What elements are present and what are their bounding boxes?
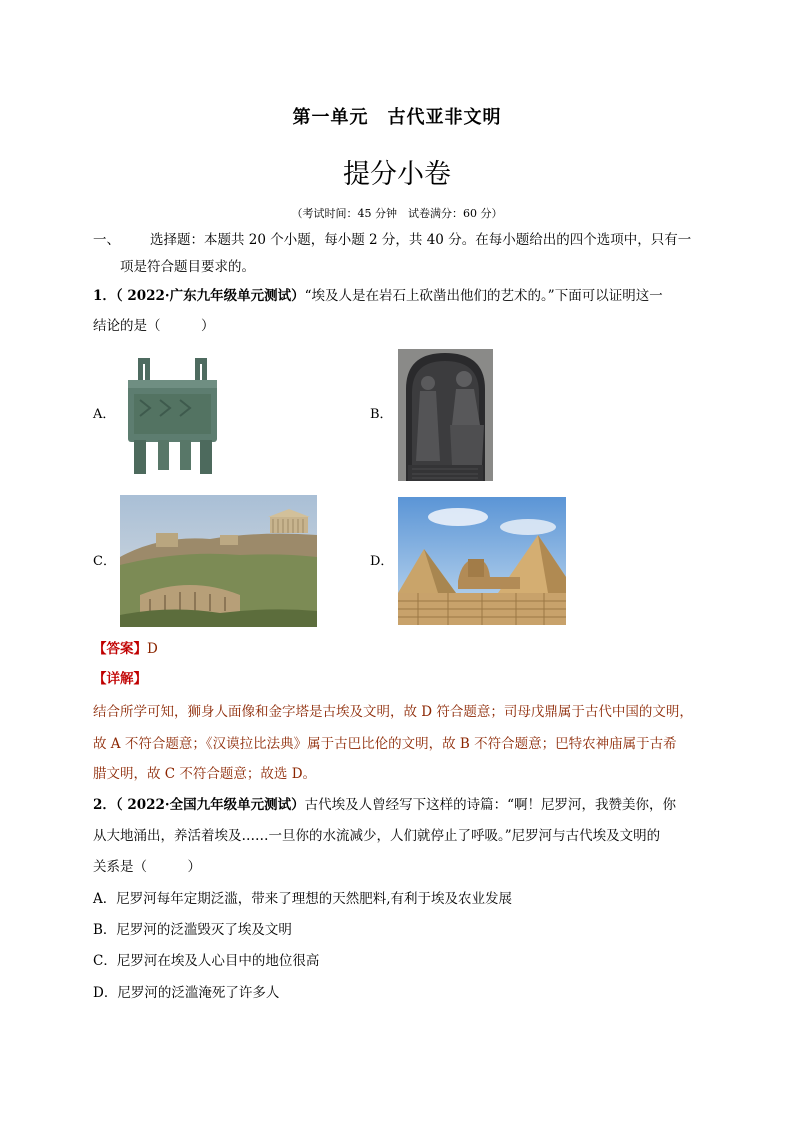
detail-line2: 故 A 不符合题意；《汉谟拉比法典》属于古巴比伦的文明，故 B 不符合题意；巴特农神庙属于古希 (93, 736, 677, 752)
q2-option-b-text: 尼罗河的泛滥毁灭了埃及文明 (116, 922, 292, 938)
detail-tag: 【详解】 (93, 671, 147, 687)
q2-option-b-label: B． (93, 922, 117, 938)
question-1-number: 1． (93, 288, 116, 304)
section-instructions-line1: 选择题：本题共 20 个小题，每小题 2 分，共 40 分。在每小题给出的四个选项中，只有一 (150, 232, 692, 248)
bronze-ding-image[interactable] (120, 350, 225, 482)
question-2-number: 2． (93, 797, 116, 813)
question-1-answer-line (93, 640, 158, 658)
q2-option-c-text: 尼罗河在埃及人心目中的地位很高 (116, 953, 320, 969)
q2-option-c[interactable] (93, 952, 319, 970)
q1-option-b-label[interactable]: B． (370, 407, 393, 422)
question-2-source: （ 2022·全国九年级单元测试） (115, 797, 305, 813)
paper-title: 提分小卷 (343, 159, 451, 190)
q2-option-a[interactable] (93, 890, 512, 908)
q1-option-a-label[interactable]: A． (93, 407, 116, 422)
q2-option-d-text: 尼罗河的泛滥淹死了许多人 (117, 985, 280, 1001)
question-1-source: （ 2022·广东九年级单元测试） (115, 288, 305, 304)
question-1-stem-text: “埃及人是在岩石上砍凿出他们的艺术的。”下面可以证明这一 (304, 288, 663, 304)
section-instructions-line2: 项是符合题目要求的。 (120, 259, 255, 275)
answer-value: D (147, 641, 158, 657)
q1-option-c-label[interactable]: C． (93, 554, 116, 569)
question-2-stem-line1 (93, 796, 676, 814)
detail-line3: 腊文明，故 C 不符合题意；故选 D。 (93, 766, 317, 782)
q2-option-a-label: A． (93, 891, 117, 907)
answer-tag: 【答案】 (93, 641, 147, 657)
q2-option-d[interactable] (93, 984, 279, 1002)
detail-line1: 结合所学可知，狮身人面像和金字塔是古埃及文明，故 D 符合题意；司母戊鼎属于古代中国的文明， (93, 704, 693, 720)
q2-option-d-label: D． (93, 985, 118, 1001)
pyramids-sphinx-image[interactable] (398, 497, 566, 625)
question-2-stem-text: 古代埃及人曾经写下这样的诗篇：“啊！尼罗河，我赞美你，你 (304, 797, 677, 813)
exam-info: （考试时间：45 分钟 试卷满分：60 分） (291, 207, 503, 220)
q2-option-a-text: 尼罗河每年定期泛滥，带来了理想的天然肥料,有利于埃及农业发展 (116, 891, 513, 907)
question-1-stem-line2: 结论的是（ ） (93, 318, 215, 334)
acropolis-image[interactable] (120, 495, 317, 627)
question-1-stem-line1 (93, 287, 663, 305)
unit-title: 第一单元 古代亚非文明 (292, 107, 502, 128)
q2-option-b[interactable] (93, 921, 292, 939)
question-2-stem-line2: 从大地涌出，养活着埃及……一旦你的水流减少，人们就停止了呼吸。”尼罗河与古代埃及文明的 (93, 828, 661, 844)
question-2-stem-line3: 关系是（ ） (93, 859, 201, 875)
hammurabi-stele-image[interactable] (398, 349, 493, 481)
section-number: 一、 (93, 232, 120, 248)
q2-option-c-label: C． (93, 953, 117, 969)
q1-option-d-label[interactable]: D． (370, 554, 394, 569)
